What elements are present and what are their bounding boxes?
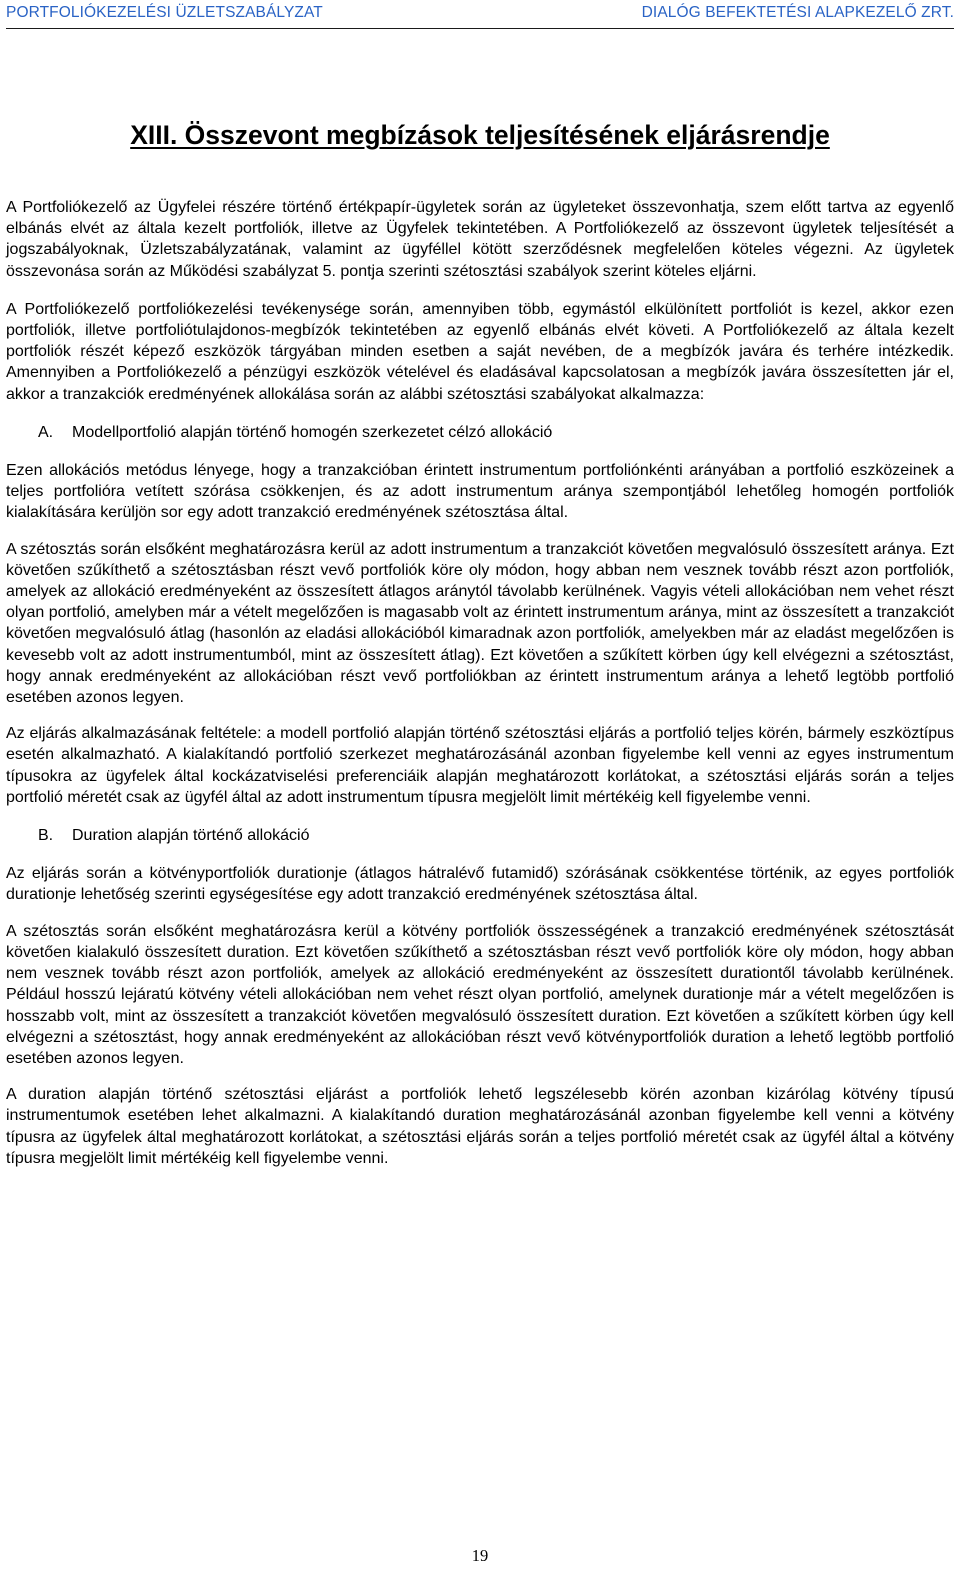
section-a-paragraph-2: A szétosztás során elsőként meghatározásra kerül az adott instrumentum a tranzakciót követően megvalósuló összesített aránya. Ezt követően szűkíthető a szétosztásban részt vevő portfoliók köre oly módon, hogy abban nem vesznek tovább részt azon portfoliók, amelyek az allokáció eredményeként az összesített átlagos aránytól távolabb kerülnének. Vagyis vételi allokációban nem vehet részt olyan portfolió, amelyben már a vételt megelőzően is magasabb volt az érintett instrumentum aránya, mint az összesített a tranzakciót követően megvalósuló átlag (hasonlón az eladási allokációból kimaradnak azon portfoliók, amelyekben már az eladást megelőzően is kevesebb volt az adott instrumentumból, mint az összesített átlag). Ezt követően a szűkített körben úgy kell elvégezni a szétosztást, hogy annak eredményeként az allokációban részt vevő portfoliókban az érintett instrumentum aránya a lehető legtöbb portfolió esetében azonos legyen. [6,540,955,707]
header-left-title: PORTFOLIÓKEZELÉSI ÜZLETSZABÁLYZAT [6,4,323,21]
section-b-title: Duration alapján történő allokáció [72,827,310,845]
section-b-letter: B. [38,827,54,845]
section-a-letter: A. [38,423,54,441]
section-a-paragraph-1: Ezen allokációs metódus lényege, hogy a tranzakcióban érintett instrumentum portfoliónkénti arányában a portfolió eszközeinek a teljes portfolióra vetített szórása csökkenjen, és az adott instrumentum aránya szempontjából lehetőleg homogén portfoliók kialakítására kerüljön sor egy adott tranzakció eredményének szétosztása által. [6,462,954,522]
section-b-heading [6,825,954,846]
section-b-paragraph-1: Az eljárás során a kötvényportfoliók durationje (átlagos hátralévő futamidő) szórásának csökkentése történik, az egyes portfoliók durationje lehetőség szerinti egységesítése egy adott tranzakció eredményének szétosztása által. [6,865,954,904]
section-a-heading [6,422,954,443]
section-a-paragraph-3: Az eljárás alkalmazásának feltétele: a modell portfolió alapján történő szétosztási eljárás a portfolió teljes körén, bármely eszköztípus esetén alkalmazható. A kialakítandó portfolió szerkezet meghatározásánál azonban figyelembe kell venni az egyes instrumentum típusokra az ügyfelek által kockázatviselési preferenciáik alapján meghatározott korlátokat, a szétosztási eljárás során a teljes portfolió méretét csak az ügyfél által az adott instrumentum típusra megjelölt limit mértékéig kell figyelembe venni. [6,725,954,806]
section-b-paragraph-3: A duration alapján történő szétosztási eljárást a portfoliók lehető legszélesebb körén azonban kizárólag kötvény típusú instrumentumok esetében lehet alkalmazni. A kialakítandó duration meghatározásánál azonban figyelembe kell venni a kötvény típusra az ügyfelek által meghatározott korlátokat, a szétosztási eljárás során a teljes portfolió méretét csak az ügyfél által a kötvény típusra megjelölt limit mértékéig kell figyelembe venni. [6,1086,954,1167]
page-number: 19 [471,1546,489,1565]
header-right-company: DIALÓG BEFEKTETÉSI ALAPKEZELŐ ZRT. [641,4,954,21]
section-a-title: Modellportfolió alapján történő homogén szerkezetet célzó allokáció [72,423,553,441]
section-b-paragraph-2: A szétosztás során elsőként meghatározásra kerül a kötvény portfoliók összességének a tranzakció eredményének szétosztását követően kialakuló összesített duration. Ezt követően szűkíthető a szétosztásban részt vevő portfoliók köre oly módon, hogy abban nem vesznek tovább részt azon portfoliók, amelyek az allokáció eredményeként az összesített durationtől távolabb kerülnének. Például hosszú lejáratú kötvény vételi allokációban nem vehet részt olyan portfolió, amelynek durationje már a vételt megelőzően is hosszabb volt, mint az összesített a tranzakciót követően megvalósuló összesített duration. Ezt követően a szűkített körben úgy kell elvégezni a szétosztást, hogy annak eredményeként az allokációban részt vevő kötvényportfoliók duration a lehető legtöbb portfolió esetében azonos legyen. [6,922,954,1067]
chapter-title: XIII. Összevont megbízások teljesítésének eljárásrendje [130,120,830,150]
document-body [6,197,954,1186]
intro-paragraph-2: A Portfoliókezelő portfoliókezelési tevékenysége során, amennyiben több, egymástól elkülönített portfoliót is kezel, akkor ezen portfoliók, illetve portfoliótulajdonos-megbízók tekintetében az egyenlő elbánás elvét követi. A Portfoliókezelő az általa kezelt portfoliók részét képező eszközök tárgyában minden esetben a saját nevében, de a megbízók javára és terhére intézkedik. Amennyiben a Portfoliókezelő a pénzügyi eszközök vételével és eladásával kapcsolatosan a megbízók javára összesítetten jár el, akkor a tranzakciók eredményének allokálása során az alábbi szétosztási szabályokat alkalmazza: [6,300,954,403]
running-header [6,4,954,29]
intro-paragraph-1: A Portfoliókezelő az Ügyfelei részére történő értékpapír-ügyletek során az ügyleteket összevonhatja, szem előtt tartva az egyenlő elbánás elvét az általa kezelt portfoliók, illetve az Ügyfelek tekintetében. A Portfoliókezelő az összevont ügyletek teljesítését a jogszabályoknak, Üzletszabályzatának, valamint az ügyféllel kötött szerződésnek megfelelően köteles végezni. Az ügyletek összevonása során az Működési szabályzat 5. pontja szerinti szétosztási szabályok szerint köteles eljárni. [6,199,954,280]
